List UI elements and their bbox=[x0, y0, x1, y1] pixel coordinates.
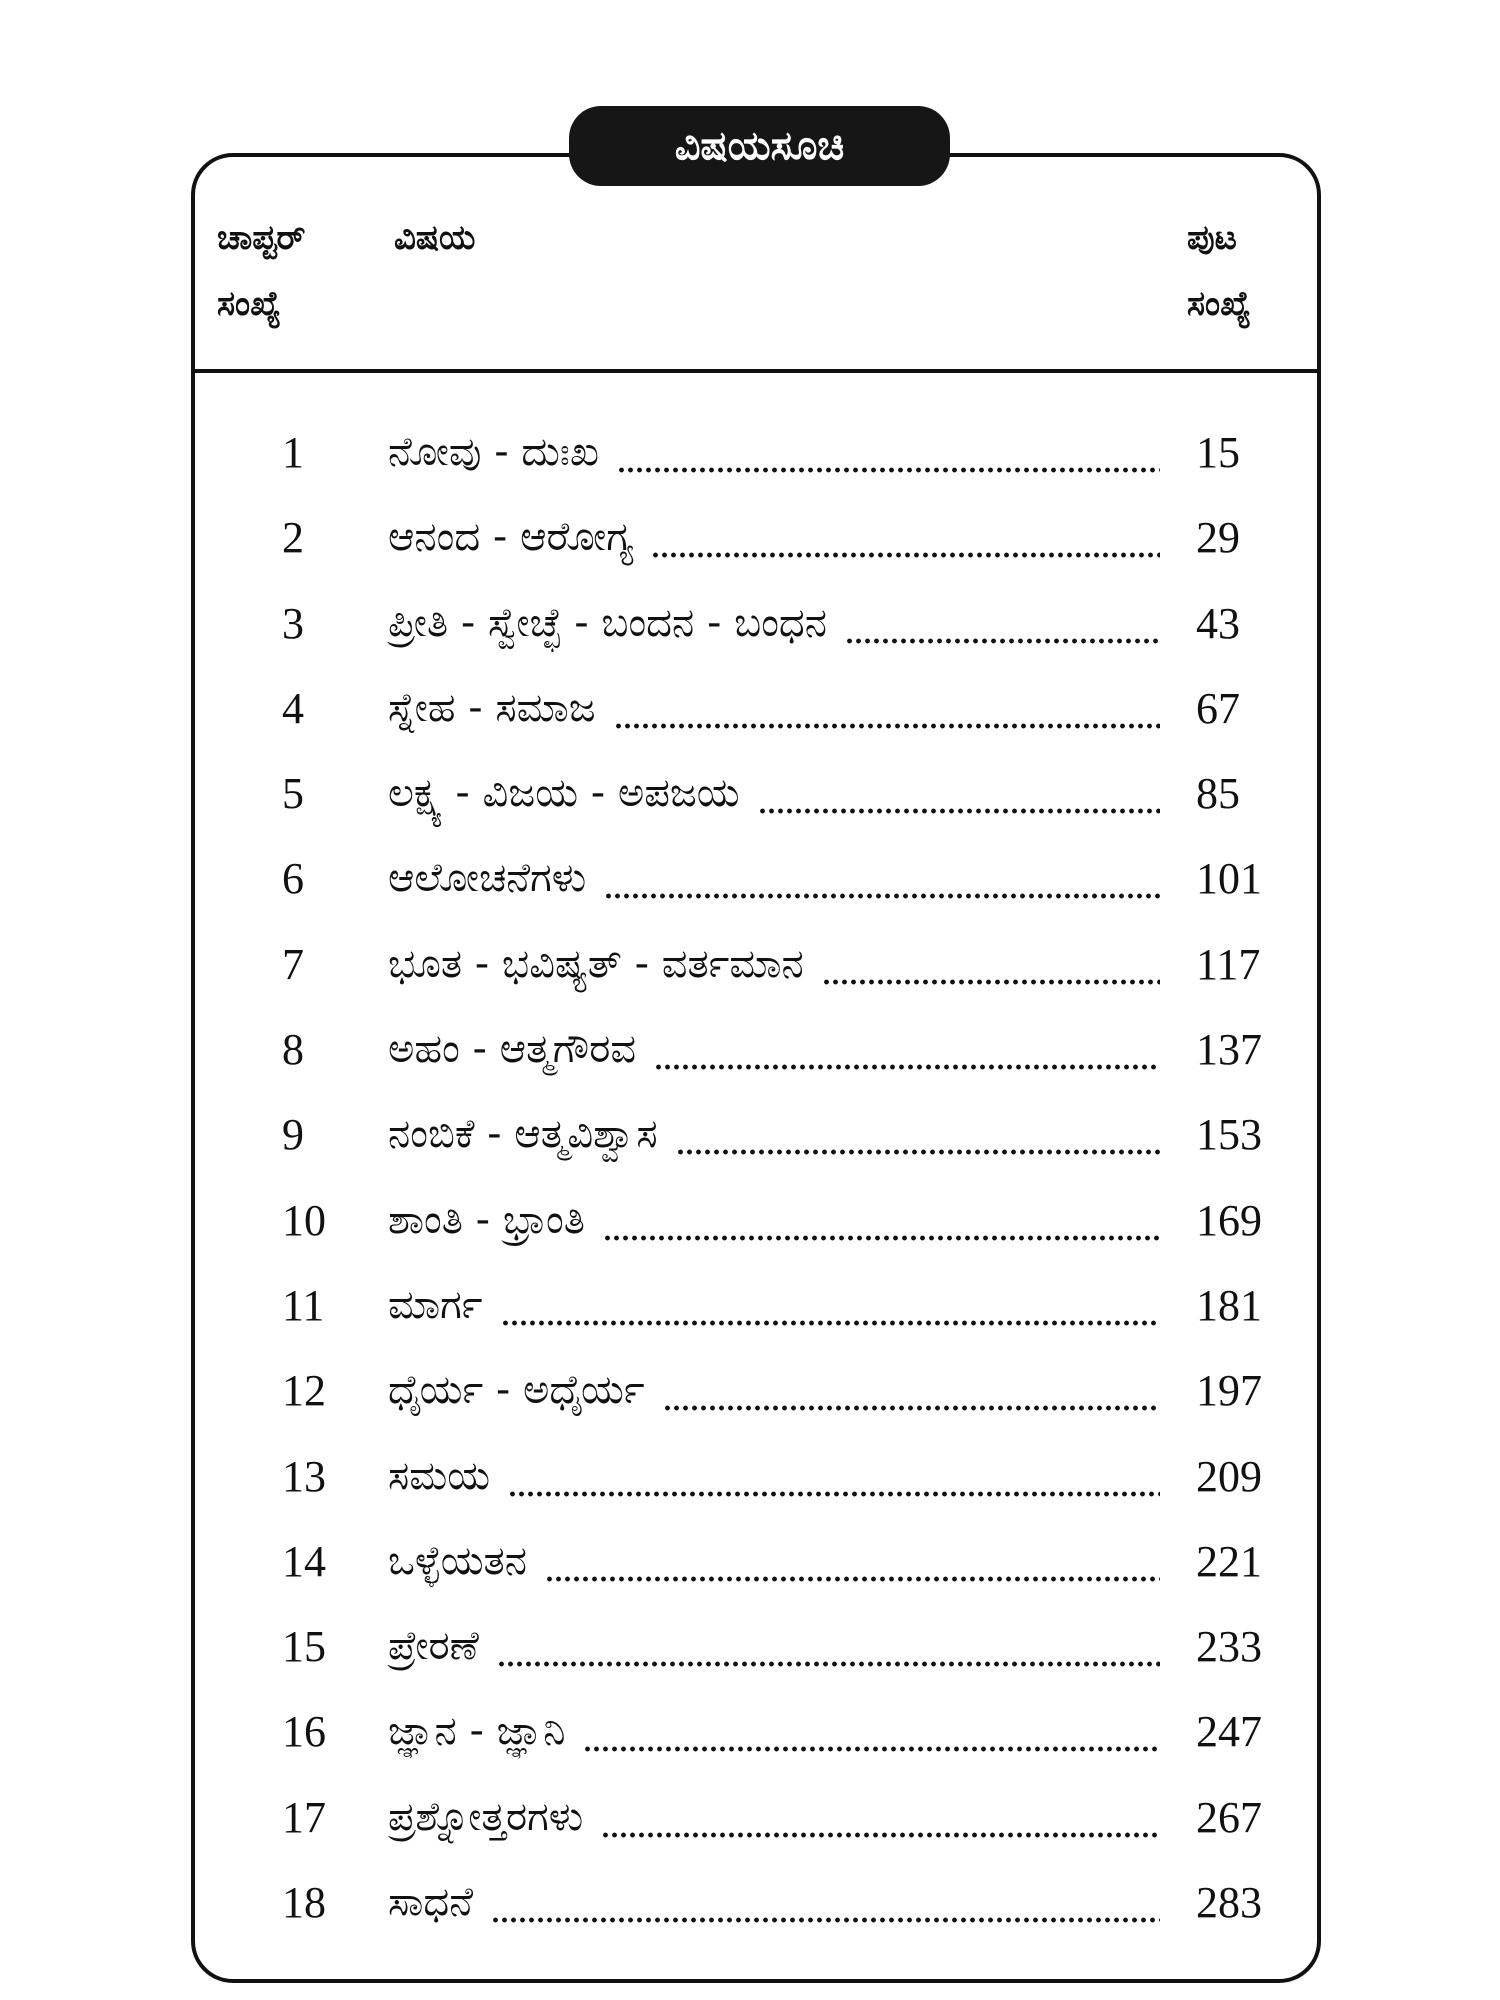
chapter-title-wrap bbox=[388, 1263, 1160, 1348]
chapter-number: 8 bbox=[282, 1025, 304, 1075]
chapter-number: 10 bbox=[282, 1195, 326, 1245]
chapter-title-wrap bbox=[388, 1519, 1160, 1604]
dot-leader bbox=[845, 638, 1160, 644]
chapter-title: ಸ್ನೇಹ - ಸಮಾಜ bbox=[388, 684, 596, 731]
dot-leader bbox=[545, 1576, 1160, 1582]
chapter-title-wrap bbox=[388, 581, 1160, 666]
dot-leader bbox=[583, 1746, 1160, 1752]
toc-entry[interactable] bbox=[0, 581, 1500, 666]
dot-leader bbox=[601, 1832, 1160, 1838]
dot-leader bbox=[491, 1917, 1160, 1923]
toc-entry[interactable] bbox=[0, 1092, 1500, 1177]
chapter-title: ಶಾಂತಿ - ಭ್ರಾಂತಿ bbox=[388, 1196, 585, 1243]
chapter-number: 4 bbox=[282, 683, 304, 733]
chapter-title-wrap bbox=[388, 1434, 1160, 1519]
chapter-number: 2 bbox=[282, 513, 304, 563]
chapter-title: ನಂಬಿಕೆ - ಆತ್ಮವಿಶ್ವಾಸ bbox=[388, 1111, 658, 1158]
page-number: 221 bbox=[1196, 1536, 1262, 1586]
chapter-title: ಅಹಂ - ಆತ್ಮಗೌರವ bbox=[388, 1026, 637, 1073]
contents-heading: ವಿಷಯಸೂಚಿ bbox=[569, 106, 950, 186]
dot-leader bbox=[676, 1149, 1160, 1155]
page-number: 233 bbox=[1196, 1622, 1262, 1672]
chapter-title: ಧೈರ್ಯ - ಅಧೈರ್ಯ bbox=[388, 1367, 645, 1414]
chapter-number: 15 bbox=[282, 1622, 326, 1672]
chapter-number-header bbox=[217, 205, 305, 337]
dot-leader bbox=[501, 1320, 1160, 1326]
page-header-line2: ಸಂಖ್ಯೆ bbox=[1187, 284, 1251, 324]
chapter-number: 13 bbox=[282, 1451, 326, 1501]
page-number: 43 bbox=[1196, 598, 1240, 648]
page-number: 153 bbox=[1196, 1110, 1262, 1160]
toc-entry[interactable] bbox=[0, 836, 1500, 921]
dot-leader bbox=[654, 1064, 1160, 1070]
dot-leader bbox=[604, 893, 1160, 899]
contents-list bbox=[0, 410, 1500, 1945]
chapter-title: ಒಳ್ಳೆಯತನ bbox=[388, 1537, 527, 1584]
page-number: 181 bbox=[1196, 1280, 1262, 1330]
toc-entry[interactable] bbox=[0, 922, 1500, 1007]
page-number: 137 bbox=[1196, 1025, 1262, 1075]
chapter-title-wrap bbox=[388, 836, 1160, 921]
chapter-title-wrap bbox=[388, 1092, 1160, 1177]
toc-entry[interactable] bbox=[0, 410, 1500, 495]
chapter-number: 12 bbox=[282, 1366, 326, 1416]
chapter-title-wrap bbox=[388, 1860, 1160, 1945]
chapter-title-wrap bbox=[388, 922, 1160, 1007]
chapter-title: ನೋವು - ದುಃಖ bbox=[388, 429, 599, 475]
dot-leader bbox=[497, 1661, 1160, 1667]
page-number-header bbox=[1187, 205, 1251, 337]
toc-entry[interactable] bbox=[0, 1860, 1500, 1945]
chapter-title: ಸಾಧನೆ bbox=[388, 1879, 474, 1926]
toc-entry[interactable] bbox=[0, 751, 1500, 836]
toc-entry[interactable] bbox=[0, 1604, 1500, 1689]
chapter-title: ಪ್ರೀತಿ - ಸ್ವೇಚ್ಛೆ - ಬಂದನ - ಬಂಧನ bbox=[388, 599, 827, 646]
chapter-number: 9 bbox=[282, 1110, 304, 1160]
chapter-title-wrap bbox=[388, 751, 1160, 836]
chapter-number: 3 bbox=[282, 598, 304, 648]
chapter-title-wrap bbox=[388, 1178, 1160, 1263]
chapter-number: 1 bbox=[282, 428, 304, 477]
chapter-number: 17 bbox=[282, 1792, 326, 1842]
page-number: 267 bbox=[1196, 1792, 1262, 1842]
page-number: 29 bbox=[1196, 513, 1240, 563]
page-number: 169 bbox=[1196, 1195, 1262, 1245]
chapter-number: 5 bbox=[282, 769, 304, 819]
toc-entry[interactable] bbox=[0, 1178, 1500, 1263]
chapter-title: ಪ್ರಶ್ನೋತ್ತರಗಳು bbox=[388, 1793, 584, 1840]
chapter-title: ಲಕ್ಷ್ಯ - ವಿಜಯ - ಅಪಜಯ bbox=[388, 770, 740, 817]
page-number: 209 bbox=[1196, 1451, 1262, 1501]
chapter-number: 6 bbox=[282, 854, 304, 904]
toc-entry[interactable] bbox=[0, 1007, 1500, 1092]
toc-entry[interactable] bbox=[0, 1775, 1500, 1860]
toc-entry[interactable] bbox=[0, 1519, 1500, 1604]
dot-leader bbox=[651, 552, 1160, 558]
page-number: 283 bbox=[1196, 1878, 1262, 1928]
subject-header: ವಿಷಯ bbox=[394, 218, 476, 258]
dot-leader bbox=[603, 1235, 1160, 1241]
toc-entry[interactable] bbox=[0, 495, 1500, 580]
page-number: 101 bbox=[1196, 854, 1262, 904]
chapter-title-wrap bbox=[388, 1007, 1160, 1092]
chapter-number: 14 bbox=[282, 1536, 326, 1586]
page-number: 85 bbox=[1196, 769, 1240, 819]
chapter-title: ಜ್ಞಾನ - ಜ್ಞಾನಿ bbox=[388, 1708, 566, 1755]
chapter-title: ಆಲೋಚನೆಗಳು bbox=[388, 855, 587, 902]
dot-leader bbox=[614, 723, 1160, 729]
dot-leader bbox=[508, 1491, 1160, 1497]
page-number: 247 bbox=[1196, 1707, 1262, 1757]
chapter-title: ಪ್ರೇರಣೆ bbox=[388, 1623, 479, 1670]
dot-leader bbox=[617, 467, 1160, 473]
dot-leader bbox=[822, 979, 1160, 985]
chapter-title: ಮಾರ್ಗ bbox=[388, 1281, 483, 1328]
toc-entry[interactable] bbox=[0, 666, 1500, 751]
chapter-title-wrap bbox=[388, 1775, 1160, 1860]
chapter-title-wrap bbox=[388, 1604, 1160, 1689]
chapter-title-wrap bbox=[388, 410, 1160, 495]
toc-entry[interactable] bbox=[0, 1348, 1500, 1433]
chapter-number: 18 bbox=[282, 1878, 326, 1928]
dot-leader bbox=[758, 808, 1160, 814]
chapter-title-wrap bbox=[388, 1348, 1160, 1433]
chapter-title: ಆನಂದ - ಆರೋಗ್ಯ bbox=[388, 514, 634, 561]
toc-entry[interactable] bbox=[0, 1434, 1500, 1519]
chapter-number: 16 bbox=[282, 1707, 326, 1757]
page-number: 15 bbox=[1196, 428, 1240, 477]
chapter-header-line1: ಚಾಪ್ಟರ್ bbox=[217, 218, 306, 258]
page-number: 117 bbox=[1196, 939, 1261, 989]
page-number: 197 bbox=[1196, 1366, 1262, 1416]
dot-leader bbox=[663, 1405, 1160, 1411]
page-number: 67 bbox=[1196, 683, 1240, 733]
chapter-title-wrap bbox=[388, 495, 1160, 580]
page-header-line1: ಪುಟ bbox=[1187, 218, 1237, 258]
chapter-number: 11 bbox=[282, 1280, 325, 1330]
toc-entry[interactable] bbox=[0, 1263, 1500, 1348]
chapter-title-wrap bbox=[388, 666, 1160, 751]
chapter-title-wrap bbox=[388, 1689, 1160, 1774]
chapter-header-line2: ಸಂಖ್ಯೆ bbox=[217, 284, 281, 324]
toc-entry[interactable] bbox=[0, 1689, 1500, 1774]
chapter-title: ಭೂತ - ಭವಿಷ್ಯತ್ - ವರ್ತಮಾನ bbox=[388, 940, 804, 987]
chapter-number: 7 bbox=[282, 939, 304, 989]
chapter-title: ಸಮಯ bbox=[388, 1452, 491, 1499]
header-divider bbox=[191, 369, 1321, 373]
